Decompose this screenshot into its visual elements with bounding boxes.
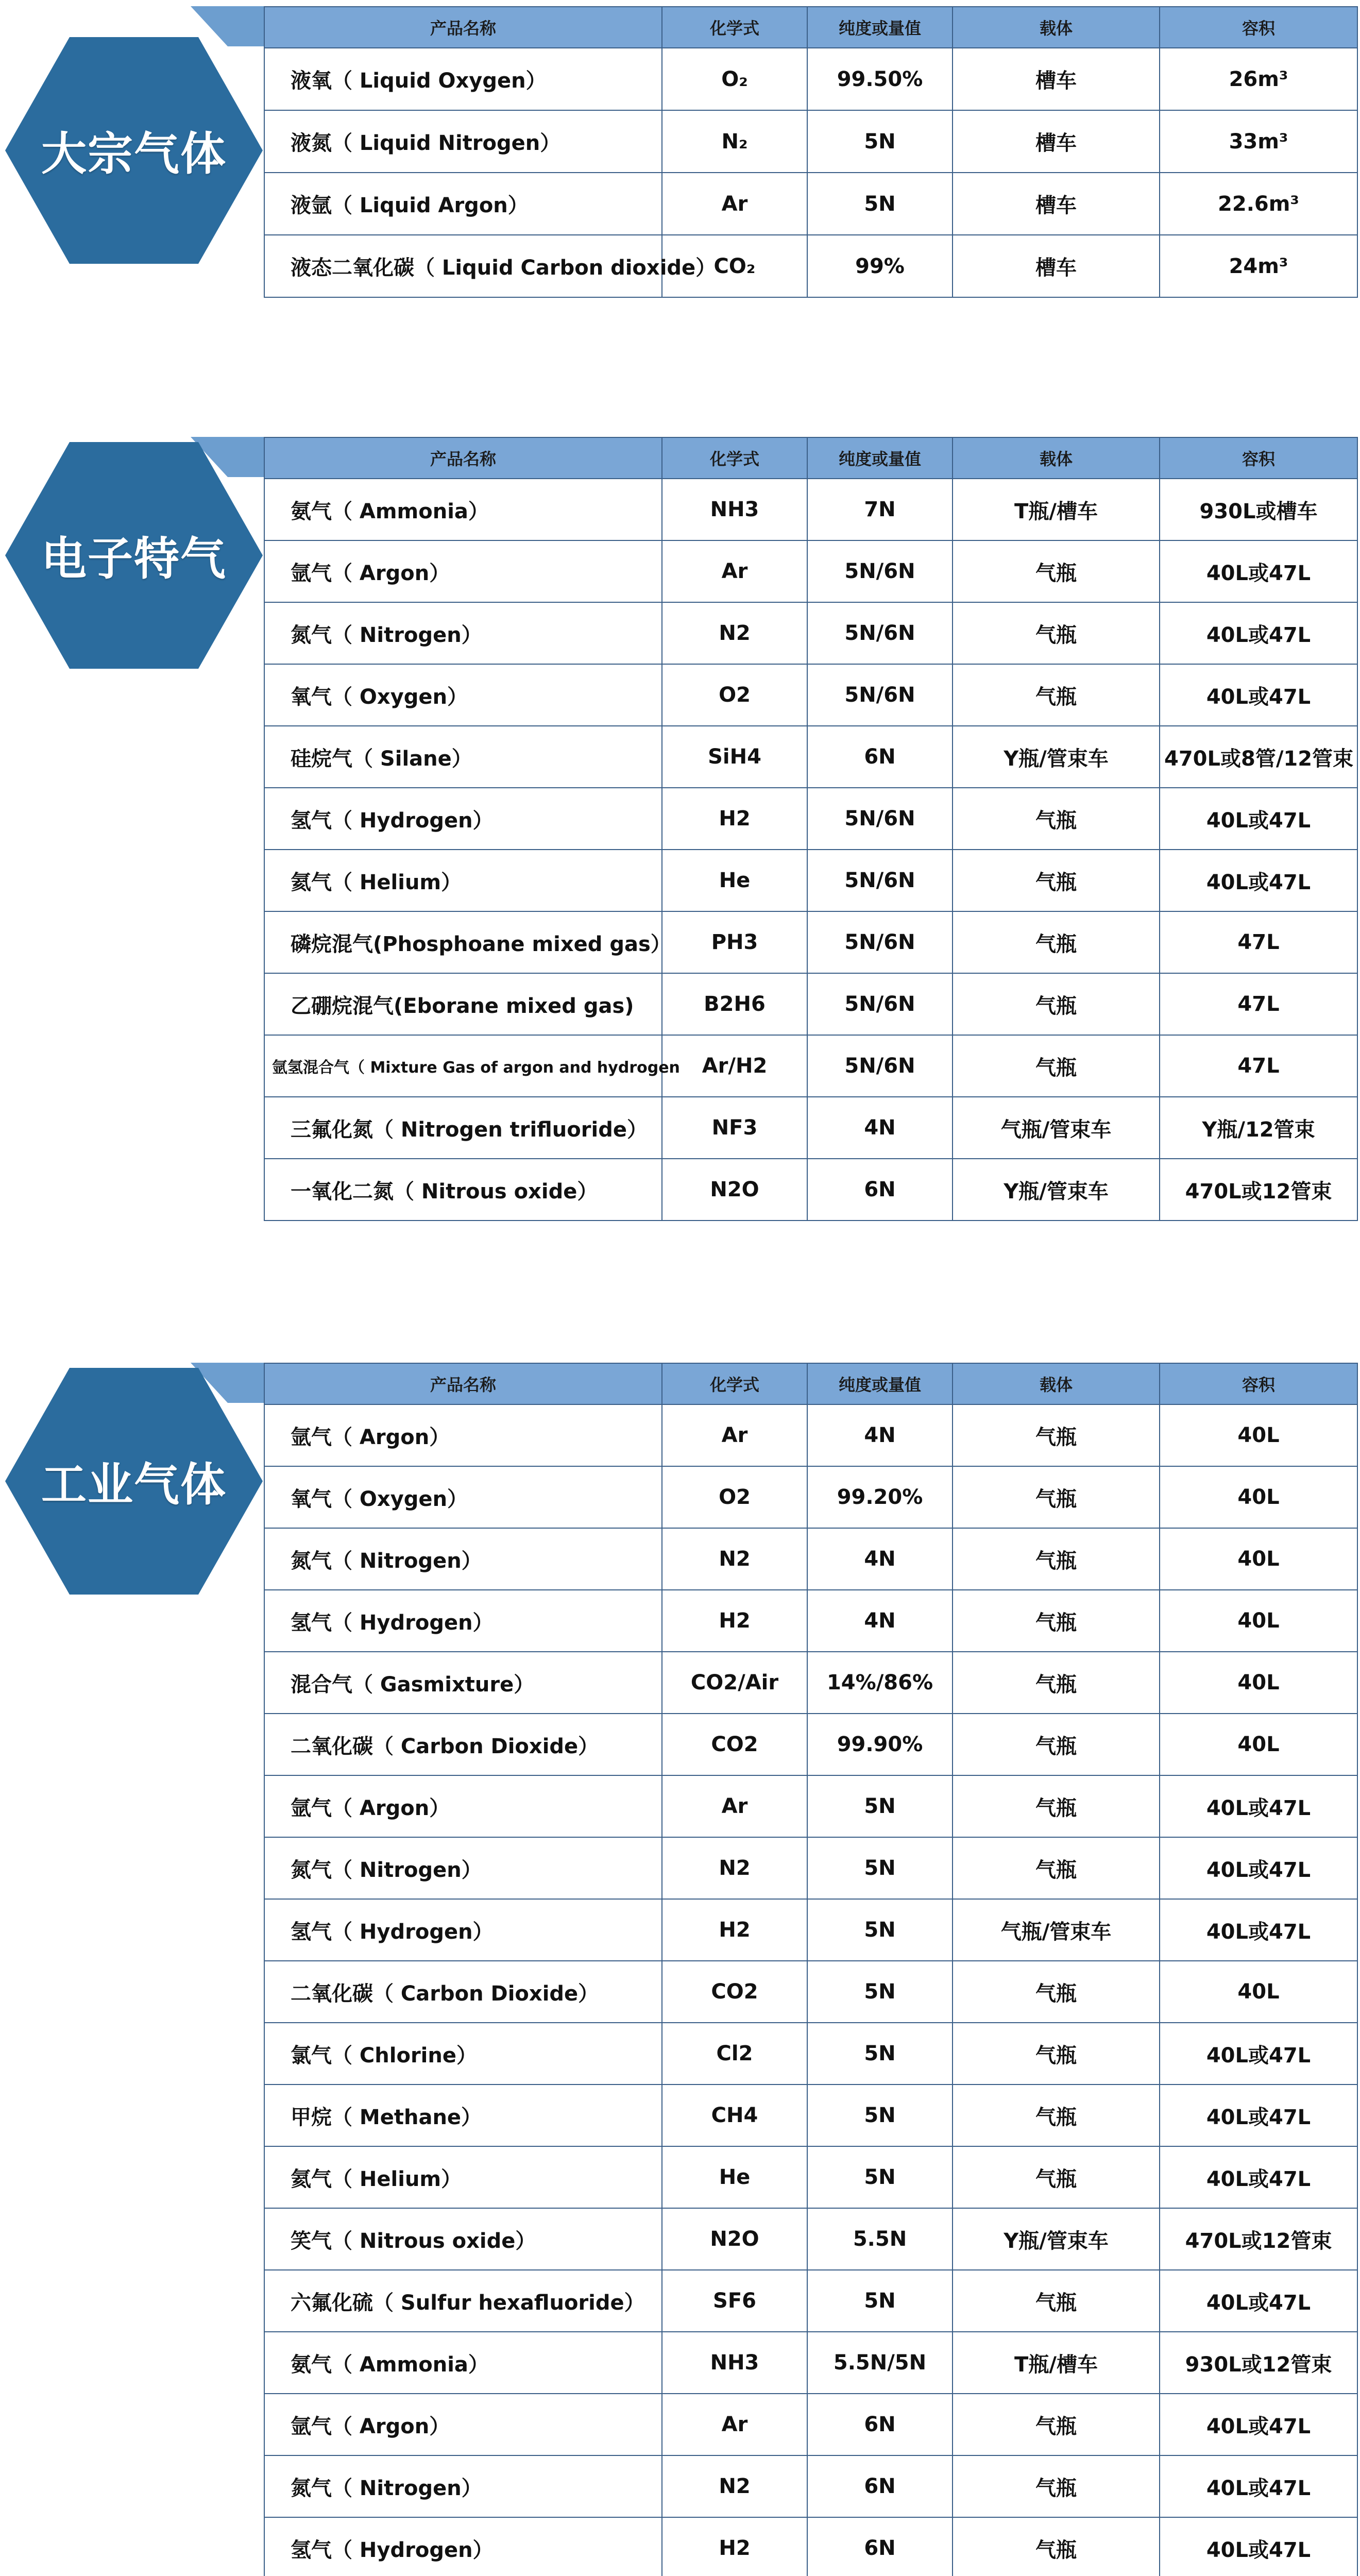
table-row bbox=[264, 2332, 1357, 2394]
cell-formula: H2 bbox=[662, 1899, 807, 1961]
cell-purity: 5N bbox=[807, 2270, 953, 2332]
cell-volume: 26m³ bbox=[1160, 48, 1357, 110]
table-row bbox=[264, 1466, 1357, 1528]
cell-formula: NH3 bbox=[662, 479, 807, 540]
cell-formula: SiH4 bbox=[662, 726, 807, 788]
cell-volume: 33m³ bbox=[1160, 110, 1357, 173]
cell-formula: N2O bbox=[662, 2208, 807, 2270]
table-row bbox=[264, 2394, 1357, 2455]
cell-volume: 40L或47L bbox=[1160, 1775, 1357, 1837]
table-row bbox=[264, 2084, 1357, 2146]
cell-product-name: 二氧化碳（ Carbon Dioxide） bbox=[264, 1961, 662, 2023]
table-row bbox=[264, 1528, 1357, 1590]
cell-volume: 40L bbox=[1160, 1466, 1357, 1528]
cell-formula: O₂ bbox=[662, 48, 807, 110]
cell-purity: 6N bbox=[807, 2455, 953, 2517]
table-row bbox=[264, 1159, 1357, 1221]
cell-carrier: 气瓶 bbox=[953, 2455, 1160, 2517]
section-title: 电子特气 bbox=[41, 532, 227, 585]
cell-formula: B2H6 bbox=[662, 973, 807, 1035]
cell-product-name: 氮气（ Nitrogen） bbox=[264, 2455, 662, 2517]
cell-formula: H2 bbox=[662, 2517, 807, 2576]
cell-carrier: 气瓶 bbox=[953, 2023, 1160, 2084]
cell-product-name: 混合气（ Gasmixture） bbox=[264, 1652, 662, 1714]
cell-product-name: 液氮（ Liquid Nitrogen） bbox=[264, 110, 662, 173]
header-volume: 容积 bbox=[1160, 1363, 1357, 1404]
cell-carrier: 气瓶 bbox=[953, 1837, 1160, 1899]
cell-carrier: 气瓶 bbox=[953, 664, 1160, 726]
cell-formula: CO2 bbox=[662, 1714, 807, 1775]
cell-formula: CO2 bbox=[662, 1961, 807, 2023]
cell-purity: 5N/6N bbox=[807, 850, 953, 911]
cell-formula: NH3 bbox=[662, 2332, 807, 2394]
cell-purity: 5N/6N bbox=[807, 788, 953, 850]
cell-product-name: 氮气（ Nitrogen） bbox=[264, 602, 662, 664]
cell-formula: Ar bbox=[662, 1775, 807, 1837]
cell-purity: 6N bbox=[807, 726, 953, 788]
table-row bbox=[264, 173, 1357, 235]
cell-volume: 930L或槽车 bbox=[1160, 479, 1357, 540]
cell-formula: H2 bbox=[662, 788, 807, 850]
cell-purity: 5N bbox=[807, 1961, 953, 2023]
section-hexagon-badge bbox=[5, 1368, 263, 1595]
cell-product-name: 氢气（ Hydrogen） bbox=[264, 2517, 662, 2576]
table-row bbox=[264, 235, 1357, 297]
cell-carrier: 气瓶 bbox=[953, 2517, 1160, 2576]
cell-carrier: 气瓶 bbox=[953, 1528, 1160, 1590]
header-carrier: 载体 bbox=[953, 437, 1160, 479]
cell-volume: 40L或47L bbox=[1160, 2517, 1357, 2576]
table-row bbox=[264, 2270, 1357, 2332]
cell-purity: 6N bbox=[807, 2394, 953, 2455]
cell-product-name: 氢气（ Hydrogen） bbox=[264, 788, 662, 850]
table-row bbox=[264, 2146, 1357, 2208]
cell-product-name: 氯气（ Chlorine） bbox=[264, 2023, 662, 2084]
cell-product-name: 氩气（ Argon） bbox=[264, 540, 662, 602]
cell-volume: 930L或12管束 bbox=[1160, 2332, 1357, 2394]
cell-formula: Ar/H2 bbox=[662, 1035, 807, 1097]
cell-product-name: 氩氢混合气（ Mixture Gas of argon and hydrogen bbox=[264, 1035, 662, 1097]
cell-purity: 4N bbox=[807, 1404, 953, 1466]
table-header-row bbox=[264, 1363, 1357, 1404]
cell-purity: 99% bbox=[807, 235, 953, 297]
cell-volume: 470L或12管束 bbox=[1160, 1159, 1357, 1221]
cell-volume: 470L或12管束 bbox=[1160, 2208, 1357, 2270]
cell-formula: He bbox=[662, 850, 807, 911]
table-row bbox=[264, 1404, 1357, 1466]
cell-formula: CO₂ bbox=[662, 235, 807, 297]
cell-volume: 47L bbox=[1160, 973, 1357, 1035]
cell-purity: 99.20% bbox=[807, 1466, 953, 1528]
cell-formula: O2 bbox=[662, 1466, 807, 1528]
cell-carrier: 气瓶/管束车 bbox=[953, 1899, 1160, 1961]
cell-purity: 5N/6N bbox=[807, 540, 953, 602]
cell-purity: 4N bbox=[807, 1528, 953, 1590]
cell-purity: 5.5N/5N bbox=[807, 2332, 953, 2394]
cell-formula: H2 bbox=[662, 1590, 807, 1652]
table-row bbox=[264, 1961, 1357, 2023]
table-row bbox=[264, 1590, 1357, 1652]
cell-product-name: 氧气（ Oxygen） bbox=[264, 664, 662, 726]
cell-purity: 5N bbox=[807, 2023, 953, 2084]
cell-purity: 6N bbox=[807, 2517, 953, 2576]
cell-formula: Cl2 bbox=[662, 2023, 807, 2084]
cell-formula: Ar bbox=[662, 2394, 807, 2455]
cell-carrier: 气瓶 bbox=[953, 1652, 1160, 1714]
cell-product-name: 液氧（ Liquid Oxygen） bbox=[264, 48, 662, 110]
industrial-gases-table bbox=[264, 1363, 1358, 2576]
cell-formula: CH4 bbox=[662, 2084, 807, 2146]
cell-purity: 5N bbox=[807, 1899, 953, 1961]
cell-formula: PH3 bbox=[662, 911, 807, 973]
cell-purity: 5N bbox=[807, 173, 953, 235]
cell-product-name: 液氩（ Liquid Argon） bbox=[264, 173, 662, 235]
table-row bbox=[264, 850, 1357, 911]
header-purity: 纯度或量值 bbox=[807, 437, 953, 479]
header-purity: 纯度或量值 bbox=[807, 7, 953, 48]
section-title: 工业气体 bbox=[41, 1458, 227, 1511]
table-row bbox=[264, 2517, 1357, 2576]
table-row bbox=[264, 1714, 1357, 1775]
cell-carrier: 槽车 bbox=[953, 110, 1160, 173]
cell-volume: 40L或47L bbox=[1160, 850, 1357, 911]
cell-volume: 40L bbox=[1160, 1528, 1357, 1590]
table-row bbox=[264, 479, 1357, 540]
cell-carrier: 槽车 bbox=[953, 48, 1160, 110]
table-row bbox=[264, 602, 1357, 664]
cell-product-name: 氨气（ Ammonia） bbox=[264, 479, 662, 540]
table-row bbox=[264, 110, 1357, 173]
cell-volume: 40L或47L bbox=[1160, 2270, 1357, 2332]
header-product-name: 产品名称 bbox=[264, 7, 662, 48]
table-body bbox=[264, 479, 1357, 1221]
cell-carrier: 气瓶 bbox=[953, 2146, 1160, 2208]
table-header-row bbox=[264, 437, 1357, 479]
section-hexagon-badge bbox=[5, 37, 263, 264]
cell-product-name: 氦气（ Helium） bbox=[264, 2146, 662, 2208]
cell-purity: 5N bbox=[807, 2146, 953, 2208]
cell-volume: 40L bbox=[1160, 1714, 1357, 1775]
cell-product-name: 氩气（ Argon） bbox=[264, 1775, 662, 1837]
cell-carrier: 气瓶 bbox=[953, 1775, 1160, 1837]
cell-formula: N2O bbox=[662, 1159, 807, 1221]
table-row bbox=[264, 973, 1357, 1035]
cell-purity: 5N/6N bbox=[807, 664, 953, 726]
cell-carrier: 槽车 bbox=[953, 173, 1160, 235]
cell-product-name: 液态二氧化碳（ Liquid Carbon dioxide） bbox=[264, 235, 662, 297]
cell-volume: 40L或47L bbox=[1160, 1837, 1357, 1899]
cell-product-name: 氦气（ Helium） bbox=[264, 850, 662, 911]
cell-carrier: T瓶/槽车 bbox=[953, 479, 1160, 540]
table-row bbox=[264, 2023, 1357, 2084]
cell-product-name: 氢气（ Hydrogen） bbox=[264, 1899, 662, 1961]
table-row bbox=[264, 1837, 1357, 1899]
cell-volume: 470L或8管/12管束 bbox=[1160, 726, 1357, 788]
cell-carrier: 气瓶 bbox=[953, 1714, 1160, 1775]
cell-carrier: 气瓶 bbox=[953, 850, 1160, 911]
table-body bbox=[264, 48, 1357, 297]
cell-carrier: Y瓶/管束车 bbox=[953, 2208, 1160, 2270]
header-volume: 容积 bbox=[1160, 437, 1357, 479]
bulk-gases-table bbox=[264, 6, 1358, 298]
cell-volume: 24m³ bbox=[1160, 235, 1357, 297]
electronic-gases-table bbox=[264, 437, 1358, 1221]
cell-purity: 4N bbox=[807, 1590, 953, 1652]
cell-purity: 5.5N bbox=[807, 2208, 953, 2270]
cell-product-name: 磷烷混气(Phosphoane mixed gas） bbox=[264, 911, 662, 973]
cell-volume: 40L bbox=[1160, 1652, 1357, 1714]
cell-product-name: 氮气（ Nitrogen） bbox=[264, 1837, 662, 1899]
cell-purity: 5N/6N bbox=[807, 973, 953, 1035]
table-row bbox=[264, 1899, 1357, 1961]
cell-product-name: 氨气（ Ammonia） bbox=[264, 2332, 662, 2394]
table-row bbox=[264, 1097, 1357, 1159]
cell-formula: SF6 bbox=[662, 2270, 807, 2332]
cell-product-name: 二氧化碳（ Carbon Dioxide） bbox=[264, 1714, 662, 1775]
table-row bbox=[264, 788, 1357, 850]
cell-volume: 40L bbox=[1160, 1590, 1357, 1652]
table-row bbox=[264, 2208, 1357, 2270]
cell-carrier: 气瓶 bbox=[953, 788, 1160, 850]
cell-product-name: 氧气（ Oxygen） bbox=[264, 1466, 662, 1528]
cell-purity: 99.50% bbox=[807, 48, 953, 110]
cell-formula: NF3 bbox=[662, 1097, 807, 1159]
header-formula: 化学式 bbox=[662, 7, 807, 48]
cell-volume: 40L或47L bbox=[1160, 540, 1357, 602]
header-carrier: 载体 bbox=[953, 7, 1160, 48]
table-row bbox=[264, 1652, 1357, 1714]
cell-product-name: 甲烷（ Methane） bbox=[264, 2084, 662, 2146]
cell-carrier: 气瓶 bbox=[953, 1466, 1160, 1528]
cell-formula: He bbox=[662, 2146, 807, 2208]
cell-purity: 4N bbox=[807, 1097, 953, 1159]
header-volume: 容积 bbox=[1160, 7, 1357, 48]
cell-carrier: 气瓶 bbox=[953, 911, 1160, 973]
cell-purity: 5N bbox=[807, 1775, 953, 1837]
table-header-row bbox=[264, 7, 1357, 48]
cell-product-name: 笑气（ Nitrous oxide） bbox=[264, 2208, 662, 2270]
cell-volume: 22.6m³ bbox=[1160, 173, 1357, 235]
cell-volume: 47L bbox=[1160, 1035, 1357, 1097]
cell-purity: 5N bbox=[807, 110, 953, 173]
cell-product-name: 硅烷气（ Silane） bbox=[264, 726, 662, 788]
cell-carrier: 气瓶 bbox=[953, 1961, 1160, 2023]
header-formula: 化学式 bbox=[662, 1363, 807, 1404]
header-formula: 化学式 bbox=[662, 437, 807, 479]
cell-volume: 40L或47L bbox=[1160, 788, 1357, 850]
cell-formula: Ar bbox=[662, 1404, 807, 1466]
table-row bbox=[264, 911, 1357, 973]
table-body bbox=[264, 1404, 1357, 2576]
cell-carrier: 气瓶 bbox=[953, 1404, 1160, 1466]
section-hexagon-badge bbox=[5, 442, 263, 669]
cell-product-name: 三氟化氮（ Nitrogen trifluoride） bbox=[264, 1097, 662, 1159]
cell-formula: N2 bbox=[662, 1837, 807, 1899]
cell-volume: 47L bbox=[1160, 911, 1357, 973]
table-row bbox=[264, 664, 1357, 726]
cell-volume: 40L bbox=[1160, 1961, 1357, 2023]
cell-purity: 5N/6N bbox=[807, 911, 953, 973]
header-carrier: 载体 bbox=[953, 1363, 1160, 1404]
cell-volume: 40L或47L bbox=[1160, 664, 1357, 726]
cell-product-name: 六氟化硫（ Sulfur hexafluoride） bbox=[264, 2270, 662, 2332]
cell-volume: 40L bbox=[1160, 1404, 1357, 1466]
cell-formula: Ar bbox=[662, 540, 807, 602]
cell-carrier: 气瓶 bbox=[953, 602, 1160, 664]
cell-formula: N2 bbox=[662, 2455, 807, 2517]
cell-formula: N2 bbox=[662, 1528, 807, 1590]
cell-product-name: 一氧化二氮（ Nitrous oxide） bbox=[264, 1159, 662, 1221]
cell-product-name: 氩气（ Argon） bbox=[264, 1404, 662, 1466]
cell-carrier: Y瓶/管束车 bbox=[953, 726, 1160, 788]
cell-carrier: 气瓶 bbox=[953, 2270, 1160, 2332]
cell-purity: 5N bbox=[807, 2084, 953, 2146]
cell-carrier: 气瓶 bbox=[953, 2394, 1160, 2455]
cell-volume: 40L或47L bbox=[1160, 2146, 1357, 2208]
cell-carrier: T瓶/槽车 bbox=[953, 2332, 1160, 2394]
cell-volume: 40L或47L bbox=[1160, 2394, 1357, 2455]
cell-product-name: 氢气（ Hydrogen） bbox=[264, 1590, 662, 1652]
cell-formula: N2 bbox=[662, 602, 807, 664]
cell-purity: 99.90% bbox=[807, 1714, 953, 1775]
cell-carrier: 气瓶 bbox=[953, 973, 1160, 1035]
header-product-name: 产品名称 bbox=[264, 1363, 662, 1404]
cell-volume: 40L或47L bbox=[1160, 2084, 1357, 2146]
cell-formula: O2 bbox=[662, 664, 807, 726]
cell-carrier: 气瓶 bbox=[953, 1590, 1160, 1652]
cell-product-name: 氩气（ Argon） bbox=[264, 2394, 662, 2455]
cell-purity: 5N/6N bbox=[807, 602, 953, 664]
table-row bbox=[264, 48, 1357, 110]
cell-volume: Y瓶/12管束 bbox=[1160, 1097, 1357, 1159]
cell-carrier: 槽车 bbox=[953, 235, 1160, 297]
cell-volume: 40L或47L bbox=[1160, 2455, 1357, 2517]
cell-purity: 7N bbox=[807, 479, 953, 540]
cell-carrier: 气瓶 bbox=[953, 2084, 1160, 2146]
cell-carrier: 气瓶 bbox=[953, 1035, 1160, 1097]
table-row bbox=[264, 540, 1357, 602]
cell-product-name: 氮气（ Nitrogen） bbox=[264, 1528, 662, 1590]
table-row bbox=[264, 1035, 1357, 1097]
cell-formula: Ar bbox=[662, 173, 807, 235]
cell-carrier: Y瓶/管束车 bbox=[953, 1159, 1160, 1221]
table-row bbox=[264, 1775, 1357, 1837]
cell-formula: CO2/Air bbox=[662, 1652, 807, 1714]
cell-purity: 14%/86% bbox=[807, 1652, 953, 1714]
cell-purity: 5N/6N bbox=[807, 1035, 953, 1097]
cell-carrier: 气瓶/管束车 bbox=[953, 1097, 1160, 1159]
cell-volume: 40L或47L bbox=[1160, 602, 1357, 664]
cell-volume: 40L或47L bbox=[1160, 1899, 1357, 1961]
cell-product-name: 乙硼烷混气(Eborane mixed gas) bbox=[264, 973, 662, 1035]
header-purity: 纯度或量值 bbox=[807, 1363, 953, 1404]
cell-carrier: 气瓶 bbox=[953, 540, 1160, 602]
cell-purity: 5N bbox=[807, 1837, 953, 1899]
cell-formula: N₂ bbox=[662, 110, 807, 173]
table-row bbox=[264, 726, 1357, 788]
cell-volume: 40L或47L bbox=[1160, 2023, 1357, 2084]
cell-purity: 6N bbox=[807, 1159, 953, 1221]
header-product-name: 产品名称 bbox=[264, 437, 662, 479]
section-title: 大宗气体 bbox=[41, 127, 227, 180]
table-row bbox=[264, 2455, 1357, 2517]
